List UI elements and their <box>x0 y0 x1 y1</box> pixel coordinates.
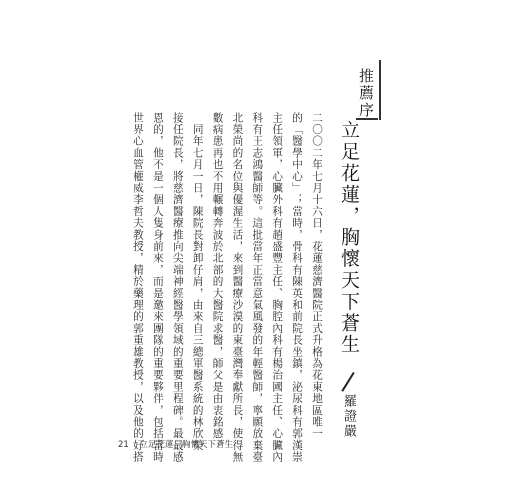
author-slash-mark <box>341 372 354 391</box>
body-line: 主任領軍，心臟外科有趙盛豐主任、胸腔內科有楊治國主任、心臟內 <box>271 112 284 463</box>
body-line: 世界心血管權威李哲夫教授，精於藥理的郭重雄教授，以及他的好搭 <box>131 112 144 463</box>
page-title: 立足花蓮，胸懷天下蒼生 <box>338 120 360 356</box>
body-line: 恩的，他不是一個人隻身前來，而是邀來團隊的重要夥伴，包括當時 <box>151 112 164 463</box>
running-title: 立足花蓮，胸懷天下蒼生 <box>139 440 234 450</box>
section-rule-vertical <box>379 60 381 120</box>
page-footer <box>118 438 233 450</box>
author-name: 羅證嚴 <box>341 394 356 439</box>
section-label: 推薦序 <box>357 68 375 119</box>
body-line: 同年七月一日，陳院長對卸仔肩，由來自三總軍醫系統的林欣榮 <box>191 112 204 452</box>
body-line: 二〇〇二年七月十六日，花蓮慈濟醫院正式升格為花東地區唯一 <box>311 112 323 440</box>
body-line: 科有王志鴻醫師等。這批當年正當意氣風發的年輕醫師，寧願放棄臺 <box>251 112 264 463</box>
page-number: 21 <box>118 440 129 450</box>
body-line: 北榮尚的名位與優渥生活，來到醫療沙漠的東臺灣奉獻所長，使得無 <box>231 112 244 463</box>
body-line: 接任院長，將慈濟醫療推向尖端神經醫學領域的重要里程碑。最最感 <box>171 112 184 463</box>
body-line: 的「醫學中心」；當時，骨科有陳英和前院長坐鎮，泌尿科有郭漢崇 <box>291 112 304 463</box>
body-line: 數病患再也不用輾轉奔波於北部的大醫院求醫，師父是由衷銘感。 <box>211 112 224 452</box>
